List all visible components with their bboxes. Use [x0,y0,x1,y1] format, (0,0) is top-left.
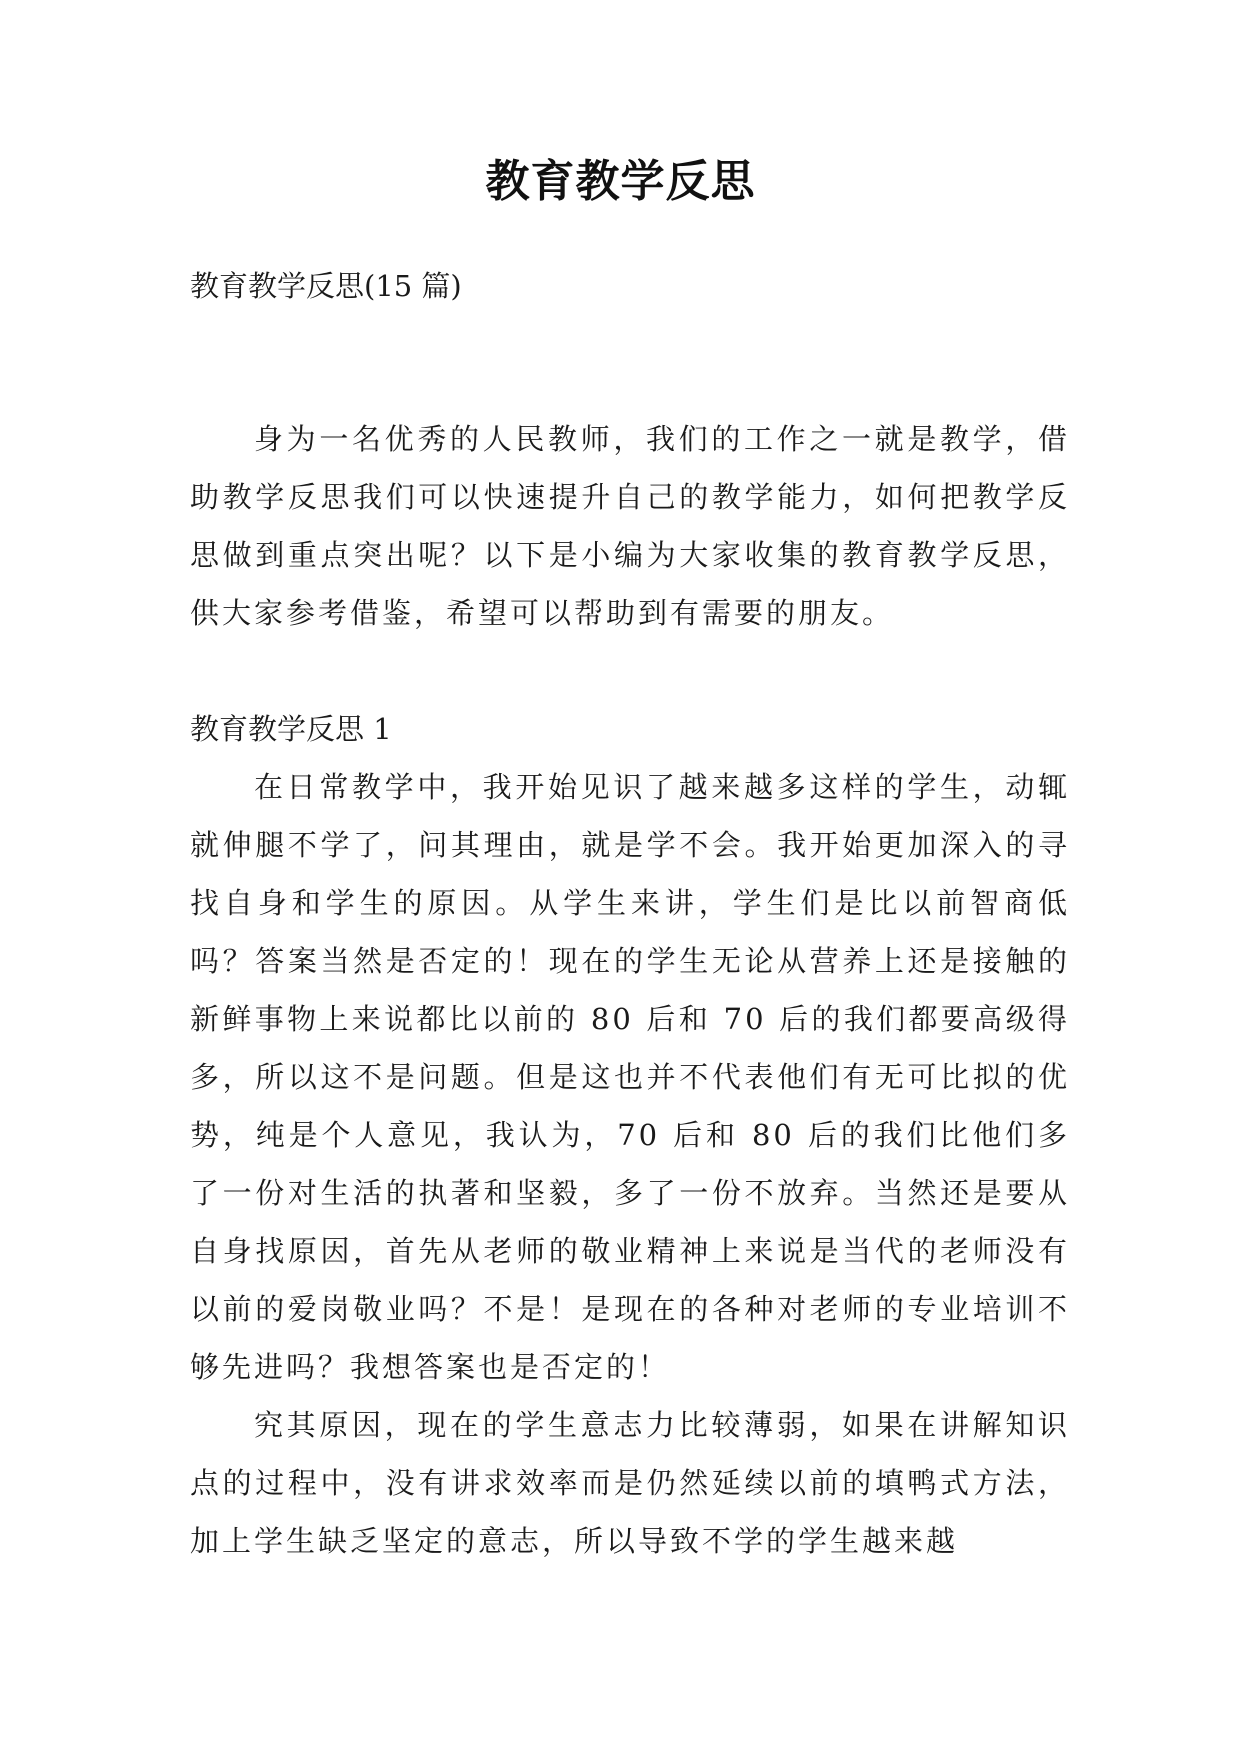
document-subtitle: 教育教学反思(15 篇) [190,269,462,303]
section-1 [190,700,1070,1570]
intro-paragraph: 身为一名优秀的人民教师，我们的工作之一就是教学，借助教学反思我们可以快速提升自己的教学能力，如何把教学反思做到重点突出呢？以下是小编为大家收集的教育教学反思，供大家参考借鉴，希望可以帮助到有需要的朋友。 [190,422,1070,630]
section-paragraph: 在日常教学中，我开始见识了越来越多这样的学生，动辄就伸腿不学了，问其理由，就是学不会。我开始更加深入的寻找自身和学生的原因。从学生来讲，学生们是比以前智商低吗？答案当然是否定的！现在的学生无论从营养上还是接触的新鲜事物上来说都比以前的 80 后和 70 后的我们都要高级得多，所以这不是问题。但是这也并不代表他们有无可比拟的优势，纯是个人意见，我认为，70 后和 80 后的我们比他们多了一份对生活的执著和坚毅，多了一份不放弃。当然还是要从自身找原因，首先从老师的敬业精神上来说是当代的老师没有以前的爱岗敬业吗？不是！是现在的各种对老师的专业培训不够先进吗？我想答案也是否定的！ [190,770,1070,1384]
section-paragraph: 究其原因，现在的学生意志力比较薄弱，如果在讲解知识点的过程中，没有讲求效率而是仍然延续以前的填鸭式方法，加上学生缺乏坚定的意志，所以导致不学的学生越来越 [190,1408,1070,1558]
document-title: 教育教学反思 [485,156,756,207]
section-heading: 教育教学反思 1 [190,712,392,746]
